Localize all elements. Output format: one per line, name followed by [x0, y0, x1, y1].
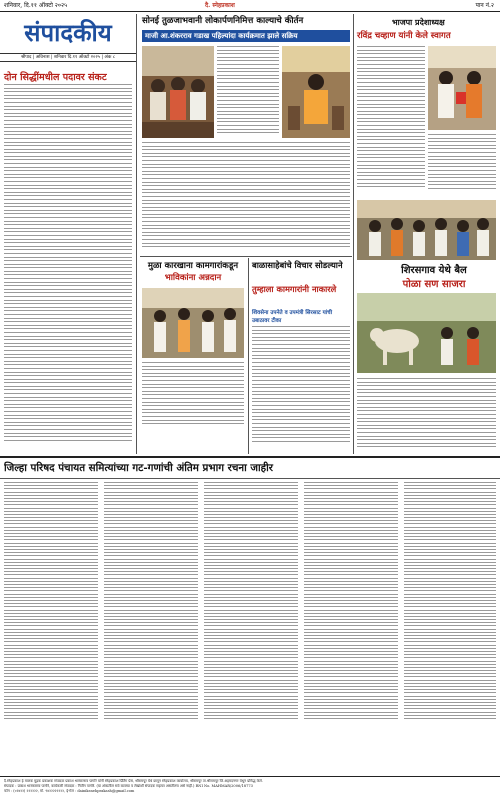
- top-bar: [0, 0, 500, 12]
- imprint-line-1: दै.स्नेहप्रकाश हे मालक मुद्रक प्रकाशक संपादक प्रकाश भास्करराव पागोरे यांनी स्नेहप्रकाश प्रिंटिंग प्रेस, श्रीरामपूर येथे छापून स्नेहप्रकाश कार्यालय, श्रीरामपूर ता.श्रीरामपूर जि.अहमदनगर येथून प्रसिद्ध केले.: [4, 779, 263, 783]
- bottom-text-col3: [204, 482, 298, 772]
- photo-event-crowd: [142, 46, 214, 138]
- page-number: पान नं.२: [475, 2, 494, 9]
- section-title: संपादकीय: [24, 18, 112, 47]
- bottom-text-col4: [304, 482, 398, 772]
- bottom-text-col1: [4, 482, 98, 772]
- story2-headline-line2: भाविकांना अन्नदान: [164, 273, 222, 283]
- bottom-text-col5: [404, 482, 496, 772]
- story4-text: [357, 378, 496, 452]
- right-story-text-b: [428, 134, 496, 198]
- lead-subhead: माजी आ.शंकरराव गडाख पहिल्यांदा कार्यक्रमात झाले सक्रिय: [142, 30, 350, 42]
- masthead: [0, 13, 136, 68]
- story4-headline-line1: शिरसगाव येथे बैल: [401, 265, 467, 276]
- right-headline: रविंद्र चव्हाण यांनी केले स्वागत: [357, 31, 451, 41]
- story2-headline-line1: मुळा कारखाना कामगारांकडून: [147, 261, 239, 271]
- column-divider: [353, 14, 354, 264]
- story3-headline-line1: [356, 266, 359, 269]
- lead-story-text-a: [217, 46, 279, 138]
- section-divider: [0, 456, 500, 458]
- issue-date: शनिवार, दि.११ ऑक्टो २०२५: [4, 2, 68, 9]
- photo-felicitation: [428, 46, 496, 130]
- story3-container: [250, 258, 352, 454]
- newspaper-brand: दै. स्नेहप्रकाश: [205, 2, 235, 9]
- story3-text: [252, 326, 350, 450]
- column-divider: [353, 258, 354, 454]
- masthead-subtitle: श्रीपाद | अविनाश | शनिवार दि.११ ऑक्टो २०२५ | अंक ८: [0, 53, 136, 62]
- story3-kicker: शिवसेना उपनेते व उपमंत्री सिरसाट यांची उबाठावर टीका: [252, 310, 333, 324]
- imprint-footer: [0, 776, 500, 796]
- story2-text-a: [142, 362, 244, 452]
- lead-story-text-b: [142, 142, 350, 252]
- bottom-text-col2: [104, 482, 198, 772]
- photo-bull-festival: [357, 293, 496, 373]
- story3-line2: तुम्हाला कामगारांनी नाकारले: [252, 284, 337, 294]
- photo-food-distribution: [142, 288, 244, 358]
- editorial-headline: दोन सिद्धींमधील पदावर संकट: [4, 72, 107, 83]
- story3-line1: बाळासाहेबांचे विचार सोडल्याने: [252, 260, 343, 270]
- section-divider: [140, 256, 352, 257]
- section-divider: [0, 478, 500, 479]
- right-story-text-a: [357, 46, 425, 196]
- photo-group-meeting: [357, 200, 496, 260]
- editorial-body-text: [4, 84, 132, 446]
- imprint-line-2: संपादक : प्रकाश भास्करराव पागोरे, कार्यकारी संपादक : नितीन पागोरे. (या अंकातील सर्व बातम्या व लेखांशी संपादक सहमत असतीलच असे नाही.) RNI No. MAHMAR/2006/18773: [4, 784, 253, 788]
- story4-headline-line2: पोळा सण साजरा: [402, 279, 466, 290]
- right-kicker: भाजपा प्रदेशाध्यक्ष: [392, 17, 445, 27]
- lead-headline: सोनई तुळजाभवानी लोकार्पणनिमित्त काल्याचे कीर्तन: [142, 16, 304, 26]
- imprint-line-3: फोन : (०२४२२) २२२२२२, मो. ९४२२२२२२२२, ई-मेल : dainiksnehprakash@gmail.com: [4, 789, 135, 793]
- column-divider: [136, 14, 137, 454]
- bottom-headline: जिल्हा परिषद पंचायत समित्यांच्या गट-गणांची अंतिम प्रभाग रचना जाहीर: [4, 462, 274, 474]
- column-divider: [248, 258, 249, 454]
- photo-kirtan-stage: [282, 46, 350, 138]
